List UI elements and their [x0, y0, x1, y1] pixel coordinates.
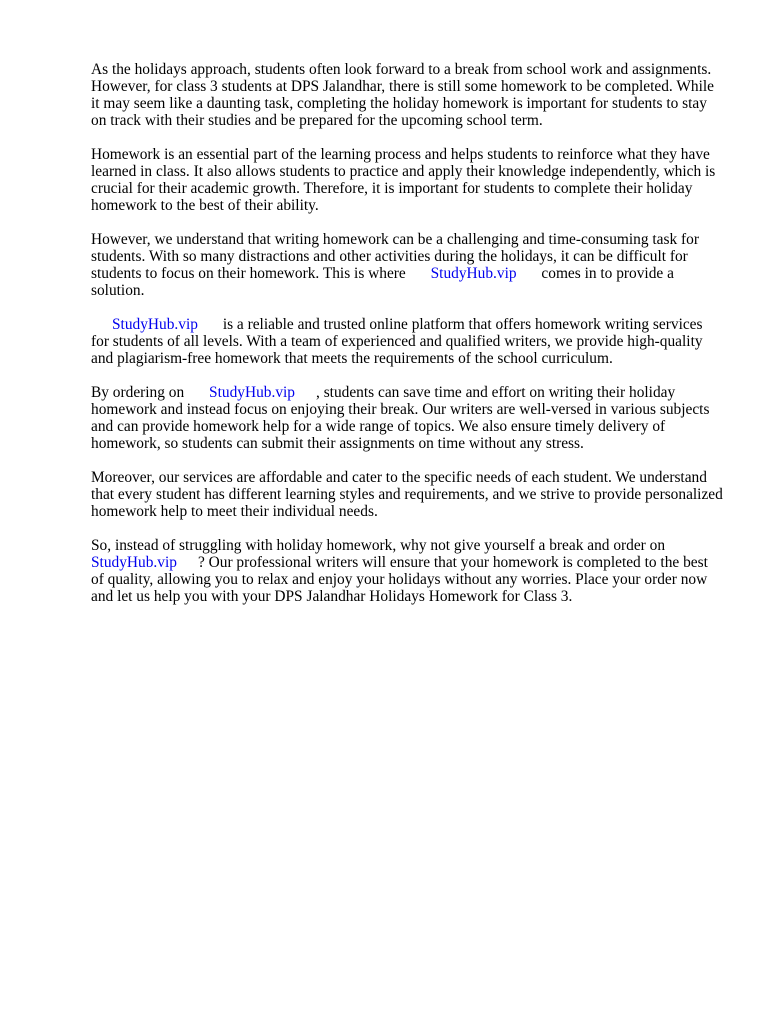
- paragraph-affordable: [91, 469, 723, 520]
- paragraph-text: By ordering on: [91, 384, 185, 401]
- paragraph-text: So, instead of struggling with holiday homework, why not give yourself a break and order on: [91, 537, 666, 554]
- paragraph-intro: [91, 61, 723, 129]
- paragraph-text: Moreover, our services are affordable and cater to the specific needs of each student. We understand that every student has different learning styles and requirements, and we strive to provide personalized homework help to meet their individual needs.: [91, 469, 723, 520]
- studyhub-link[interactable]: StudyHub.vip: [209, 384, 295, 401]
- document-body: [91, 61, 723, 622]
- paragraph-text: Homework is an essential part of the learning process and helps students to reinforce what they have learned in class. It also allows students to practice and apply their knowledge independently, which is crucial for their academic growth. Therefore, it is important for students to complete their holiday homework to the best of their ability.: [91, 146, 716, 214]
- paragraph-challenge: [91, 231, 723, 299]
- studyhub-link[interactable]: StudyHub.vip: [430, 265, 517, 282]
- paragraph-text: is a reliable and trusted online platform that offers homework writing services for students of all levels. With a team of experienced and qualified writers, we provide high-quality and plagiarism-free homework that meets the requirements of the school curriculum.: [91, 316, 703, 367]
- paragraph-platform: [91, 316, 723, 367]
- paragraph-text: As the holidays approach, students often look forward to a break from school work and assignments. However, for class 3 students at DPS Jalandhar, there is still some homework to be completed. While it may seem like a daunting task, completing the holiday homework is important for students to stay on track with their studies and be prepared for the upcoming school term.: [91, 61, 714, 129]
- studyhub-link[interactable]: StudyHub.vip: [112, 316, 198, 333]
- studyhub-link[interactable]: StudyHub.vip: [91, 554, 177, 571]
- paragraph-text: comes in to provide a solution.: [91, 265, 674, 299]
- paragraph-text: , students can save time and effort on writing their holiday homework and instead focus on enjoying their break. Our writers are well-versed in various subjects and can provide homework help for a wide range of topics. We also ensure timely delivery of homework, so students can submit their assignments on time without any stress.: [91, 384, 710, 452]
- paragraph-text: ? Our professional writers will ensure that your homework is completed to the best of quality, allowing you to relax and enjoy your holidays without any worries. Place your order now and let us help you with your DPS Jalandhar Holidays Homework for Class 3.: [91, 554, 708, 605]
- paragraph-text: However, we understand that writing homework can be a challenging and time-consuming task for students. With so many distractions and other activities during the holidays, it can be difficult for students to focus on their homework. This is where: [91, 231, 699, 282]
- paragraph-conclusion: [91, 537, 723, 605]
- paragraph-importance: [91, 146, 723, 214]
- paragraph-ordering: [91, 384, 723, 452]
